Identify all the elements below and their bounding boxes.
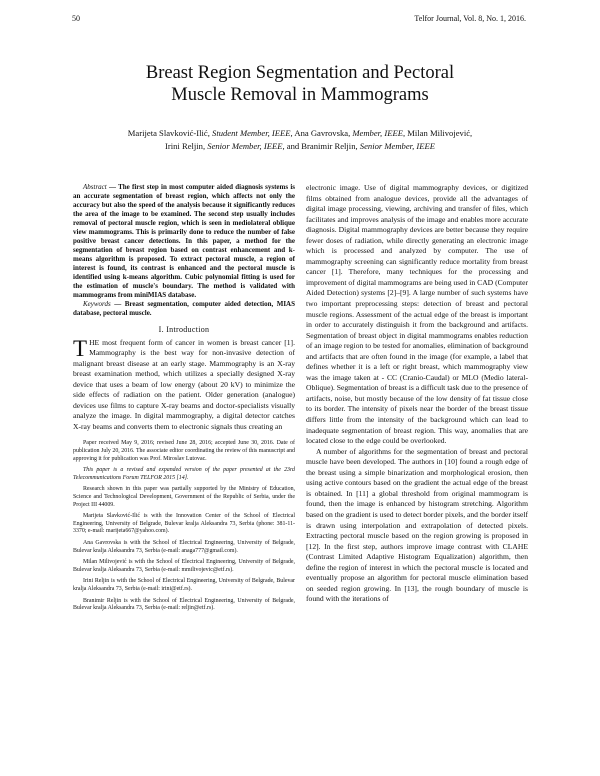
author-5-name: , and Branimir Reljin, xyxy=(282,140,360,151)
body-paragraph-2: A number of algorithms for the segmentation of breast and pectoral muscle have been developed. The authors in [10] found a rough edge of the breast using a simple binarization and morphological erosion, then using active contours based on the gradient the actual edge of the breast is obtained. In [11] a global threshold from original mammogram is found, then the image is enhanced by histogram stretching. Algorithm based on the gradient is used to detect border pixels, and the border itself is drawn using interpolation and extrapolation of detected pixels. Extracting pectoral muscle based on the region growing is proposed in [12]. In the first step, authors improve image contrast with CLAHE (Contrast Limited Adaptive Histogram Equalization) algorithm, then define the region of interest in which the pectoral muscle is located and eventually propose an algorithm for pectoral muscle elimination based on seeded region growing. In [13], the rough boundary of muscle is found with the iterations of xyxy=(306,446,528,604)
introduction-text: HE most frequent form of cancer in women is breast cancer [1]. Mammography is the best way for non-invasive detection of malignant breast disease at an early stage. Mammography is an X-ray breast examination method, which utilizes a specially designed X-ray device that uses a beam of low energy (about 20 kV) to minimize the side effects of radiation on the patient. Older generation (analogue) devices use films to capture X-ray beams and doctor-specialists visually analyze the image. In digital mammography, a digital detector catches X-ray beams and converts them to electronic signals thus creating an xyxy=(73,337,295,431)
drop-cap: T xyxy=(73,335,88,361)
keywords-label: Keywords xyxy=(83,300,111,308)
author-1-name: Marijeta Slavković-Ilić, xyxy=(127,128,213,138)
footnote-affiliation-1: Marijeta Slavković-Ilić is with the Innovation Center of the School of Electrical Engineering, University of Belgrade, Bulevar kralja Aleksandra 73, Serbia (phone: 381-11-3370; e-mail: marijeta667@yahoo.com). xyxy=(73,513,295,535)
introduction-paragraph xyxy=(73,335,295,433)
footnote-funding: Research shown in this paper was partially supported by the Ministry of Education, Science and Technological Development, Government of the Republic of Serbia, under the Project III 44009. xyxy=(73,486,295,508)
keywords xyxy=(73,300,295,318)
section-heading-introduction: I. Introduction xyxy=(158,325,210,334)
author-list xyxy=(60,127,540,152)
author-5-role: Senior Member, IEEE xyxy=(359,140,435,151)
author-2-role: Member, IEEE xyxy=(352,128,403,138)
journal-citation: Telfor Journal, Vol. 8, No. 1, 2016. xyxy=(414,14,526,23)
paper-title xyxy=(60,62,540,106)
author-line-2 xyxy=(60,140,540,153)
author-1-role: Student Member, IEEE xyxy=(212,128,291,138)
keywords-text: — Breast segmentation, computer aided detection, MIAS database, pectoral muscle. xyxy=(73,300,295,317)
footnote-affiliation-3: Milan Milivojević is with the School of Electrical Engineering, University of Belgrade, Bulevar kralja Aleksandra 73, Serbia (e-mail: mmilivojevic@etf.rs). xyxy=(73,559,295,573)
abstract-label: Abstract xyxy=(83,183,107,191)
author-line-1 xyxy=(60,127,540,140)
author-2-name: , Ana Gavrovska, xyxy=(290,128,353,138)
right-column xyxy=(306,183,528,605)
running-header xyxy=(72,14,526,26)
title-line-2: Muscle Removal in Mammograms xyxy=(171,85,429,105)
abstract xyxy=(73,183,295,300)
left-column xyxy=(73,183,295,617)
body-paragraph-1: electronic image. Use of digital mammography devices, or digitized films obtained from analogue devices, provide all the advantages of digital image processing, viewing, archiving and transfer of files, which facilitates and improves analysis of the image and enables more accurate diagnosis. Digital mammography devices are better because they require fewer doses of radiation, while directly generating an electronic image which is processed and analyzed by computer. The use of mammography screening can significantly reduce mortality from breast cancer [1]. Therefore, many techniques for the processing and improvement of digital mammograms are being used in CAD (Computer Aided Detection) systems [2]–[9]. A large number of such systems have two important preprocessing steps: detection of breast and pectoral muscle regions. Assessment of the actual edge of the breast is important in order to accurately distinguish it from the background and artifacts. Segmentation of breast object in digital mammograms enables reduction of an image region to be tested for anomalies, elimination of background and artifacts that are often found in the image (for example, a label that defines whether it is a left or right breast, which mammography view was the image taken at - CC (Cranio-Caudal) or MLO (Medio lateral-Oblique). Segmentation of breast is a difficult task due to the presence of artifacts, noise, but mostly because of the low density of fat tissue close to its border. The intensity of pixels near the border of the breast tissue differs little from the intensity of the background which can lead to inadequate segmentation of breast region. This way, anomalies that are located close to the edge could be overlooked. xyxy=(306,183,528,446)
footnote-affiliation-5: Branimir Reljin is with the School of Electrical Engineering, University of Belgrade, Bulevar kralja Aleksandra 73, Serbia (e-mail: reljin@etf.rs). xyxy=(73,597,295,612)
author-3-name: , Milan Milivojević, xyxy=(402,128,473,138)
footnote-affiliation-4: Irini Reljin is with the School of Electrical Engineering, University of Belgrade, Bulevar kralja Aleksandra 73, Serbia (e-mail: irini@etf.rs). xyxy=(73,578,295,592)
author-4-role: Senior Member, IEEE xyxy=(207,140,283,151)
footnote-affiliation-2: Ana Gavrovska is with the School of Electrical Engineering, University of Belgrade, Bulevar kralja Aleksandra 73, Serbia (e-mail: anaga777@gmail.com). xyxy=(73,539,295,554)
footnotes xyxy=(73,440,295,612)
abstract-text: — The first step in most computer aided diagnosis systems is an accurate segmentation of breast region, which affects not only the accuracy but also the speed of the analysis because it significantly reduces the area of the image to be examined. The second step usually includes removal of pectoral muscle region, which is seen in mediolateral oblique view mammograms. This is primarily done to reduce the number of false positive breast cancer detections. In this paper, a method for the segmentation of breast region based on contrast enhancement and k-means algorithm is proposed. To extract pectoral muscle, a region of interest is found, its contrast is enhanced and the pectoral muscle is identified using k-means algorithm. Cubic polynomial fitting is used for the estimation of muscle's boundary. The method is validated with mammograms from miniMIAS database. xyxy=(73,183,295,299)
page-number: 50 xyxy=(72,14,80,23)
footnote-revised: This paper is a revised and expanded version of the paper presented at the 23rd Telecommunications Forum TELFOR 2015 [14]. xyxy=(73,467,295,481)
author-4-name: Irini Reljin, xyxy=(165,140,208,151)
title-line-1: Breast Region Segmentation and Pectoral xyxy=(145,63,455,83)
footnote-received: Paper received May 9, 2016; revised June 28, 2016; accepted June 30, 2016. Date of publication July 20, 2016. The associate editor coordinating the review of this manuscript and approving it for publication was Prof. Miroslav Lutovac. xyxy=(73,440,295,462)
